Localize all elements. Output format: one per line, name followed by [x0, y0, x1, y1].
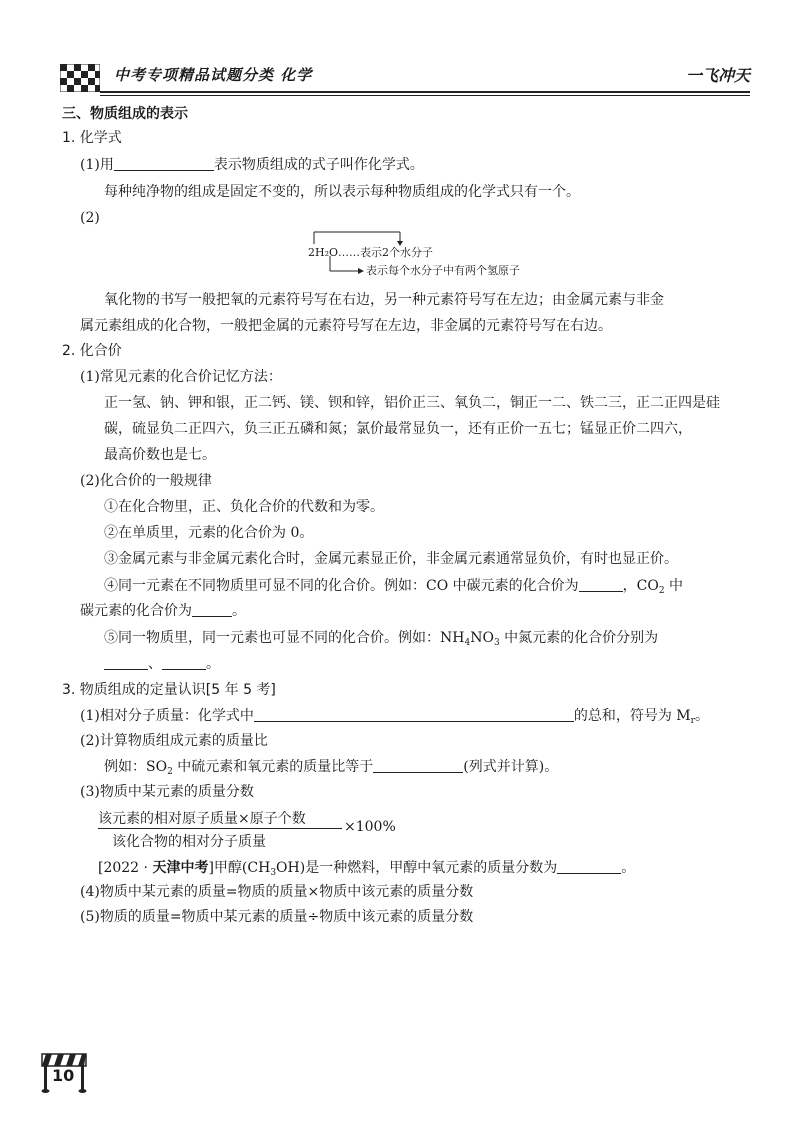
valence-mnemonic-title: (1)常见元素的化合价记忆方法：	[80, 369, 282, 385]
no3-subscript: 3	[493, 638, 500, 648]
nitrogen-valence-blank-2[interactable]	[162, 655, 206, 670]
valence-rules-title: (2)化合价的一般规律	[80, 473, 212, 489]
chemical-formula-title: 1. 化学式	[62, 130, 122, 146]
methanol-oxygen-fraction-blank[interactable]	[557, 859, 621, 874]
mass-ratio-title: (2)计算物质组成元素的质量比	[80, 733, 268, 749]
valence-rule-4-co2: ，CO	[622, 578, 659, 594]
valence-rule-2: ②在单质里，元素的化合价为 0。	[104, 525, 314, 541]
diagram-formula	[308, 246, 433, 260]
diagram-label-subscript: 表示每个水分子中有两个氢原子	[366, 264, 520, 277]
oxide-rule-line1: 氧化物的书写一般把氧的元素符号写在右边，另一种元素符号写在左边；由金属元素与非金	[104, 292, 664, 308]
mass-ratio-example-end: (列式并计算)。	[463, 759, 559, 775]
section-heading: 三、物质组成的表示	[62, 106, 188, 122]
mass-ratio-example	[104, 757, 558, 777]
header-brand: 一飞冲天	[685, 66, 750, 85]
valence-rule-4-line2-end: 。	[232, 603, 246, 619]
formula-uniqueness-note: 每种纯净物的组成是固定不变的，所以表示每种物质组成的化学式只有一个。	[104, 184, 580, 200]
formula-definition	[80, 155, 424, 175]
co2-subscript: 2	[658, 586, 665, 596]
mass-ratio-blank[interactable]	[373, 758, 463, 773]
mass-ratio-example-mid: 中硫元素和氧元素的质量比等于	[172, 759, 374, 775]
valence-rule-5-line2	[104, 654, 220, 674]
methanol-example-prefix: [2022 ·	[98, 860, 153, 876]
co2-carbon-valence-blank[interactable]	[192, 602, 232, 617]
fraction-bar	[98, 828, 342, 829]
formula-item-2-label: (2)	[80, 210, 100, 226]
valence-rule-4-line2-text: 碳元素的化合价为	[80, 603, 192, 619]
valence-rule-4-line2	[80, 601, 246, 621]
header-title: 中考专项精品试题分类 化学	[114, 66, 313, 84]
methanol-example-text: OH)是一种燃料，甲醇中氧元素的质量分数为	[276, 860, 558, 876]
valence-rule-5-end: 中氮元素的化合价分别为	[499, 630, 659, 646]
valence-mnemonic-line3: 最高价数也是七。	[104, 447, 216, 463]
methanol-example-formula: ]甲醇(CH	[208, 860, 271, 876]
valence-mnemonic-line1: 正一氢、钠、钾和银，正二钙、镁、钡和锌，铝价正三、氧负二，铜正一二、铁二三，正二正四是硅	[104, 395, 720, 411]
relative-molecular-mass	[80, 706, 709, 726]
fraction-denominator: 该化合物的相对分子质量	[112, 834, 266, 850]
nitrogen-valence-blank-1[interactable]	[104, 655, 148, 670]
valence-rule-5	[104, 628, 658, 648]
page-header	[60, 58, 750, 98]
mass-ratio-example-text: 例如：SO	[104, 759, 168, 775]
diagram-dots: ……	[338, 246, 361, 259]
valence-rule-1: ①在化合物里，正、负化合价的代数和为零。	[104, 499, 384, 515]
formula-definition-blank[interactable]	[114, 156, 214, 171]
nitrogen-valence-separator: 、	[148, 656, 162, 672]
co-carbon-valence-blank[interactable]	[579, 577, 623, 592]
page-number: 10	[52, 1066, 75, 1085]
diagram-label-coefficient: 表示2个水分子	[360, 246, 434, 259]
methanol-example-end: 。	[621, 860, 636, 876]
formula-definition-prefix: (1)用	[80, 157, 114, 173]
substance-mass-formula: (5)物质的质量=物质中某元素的质量÷物质中该元素的质量分数	[80, 909, 474, 925]
ch3-subscript: 3	[270, 868, 277, 878]
valence-mnemonic-line2: 碳，硫显负二正四六，负三正五磷和氮；氯价最常显负一，还有正价一五七；锰显正价二四六，	[104, 421, 692, 437]
header-rule	[100, 91, 750, 93]
valence-rule-5-no: NO	[470, 630, 494, 646]
relative-molecular-mass-symbol: 的总和，符号为 M	[573, 708, 691, 724]
mass-fraction-title: (3)物质中某元素的质量分数	[80, 784, 254, 800]
valence-rule-4	[104, 576, 683, 596]
valence-rule-4-text: ④同一元素在不同物质里可显不同的化合价。例如：CO 中碳元素的化合价为	[104, 578, 579, 594]
methanol-example-source: 天津中考	[152, 860, 209, 876]
valence-rule-5-text: ⑤同一物质里，同一元素也可显不同的化合价。例如：NH	[104, 630, 465, 646]
header-rule-thin	[100, 95, 750, 96]
formula-definition-suffix: 表示物质组成的式子叫作化学式。	[213, 157, 424, 173]
oxide-rule-line2: 属元素组成的化合物，一般把金属的元素符号写在左边，非金属的元素符号写在右边。	[80, 318, 612, 334]
relative-molecular-mass-text: (1)相对分子质量：化学式中	[80, 708, 254, 724]
valence-rule-5-line2-end: 。	[206, 656, 220, 672]
element-mass-formula: (4)物质中某元素的质量=物质的质量×物质中该元素的质量分数	[80, 884, 474, 900]
mass-fraction-formula	[98, 808, 418, 852]
checkered-flag-icon	[60, 64, 100, 92]
nh4-subscript: 4	[464, 638, 471, 648]
relative-molecular-mass-blank[interactable]	[254, 707, 574, 722]
so2-subscript: 2	[167, 767, 173, 777]
mr-subscript: r	[690, 716, 695, 726]
valence-title: 2. 化合价	[62, 343, 122, 359]
relative-molecular-mass-end: 。	[694, 708, 709, 724]
valence-rule-3: ③金属元素与非金属元素化合时，金属元素显正价，非金属元素通常显负价，有时也显正价。	[104, 551, 678, 567]
fraction-multiplier: ×100%	[344, 819, 396, 835]
methanol-example	[98, 858, 635, 878]
fraction-numerator: 该元素的相对原子质量×原子个数	[98, 811, 306, 827]
valence-rule-4-end: 中	[664, 578, 684, 594]
diagram-formula-text: 2H₂O	[308, 246, 339, 259]
quantitative-title: 3. 物质组成的定量认识[5 年 5 考]	[62, 682, 276, 698]
formula-meaning-diagram	[308, 230, 568, 282]
